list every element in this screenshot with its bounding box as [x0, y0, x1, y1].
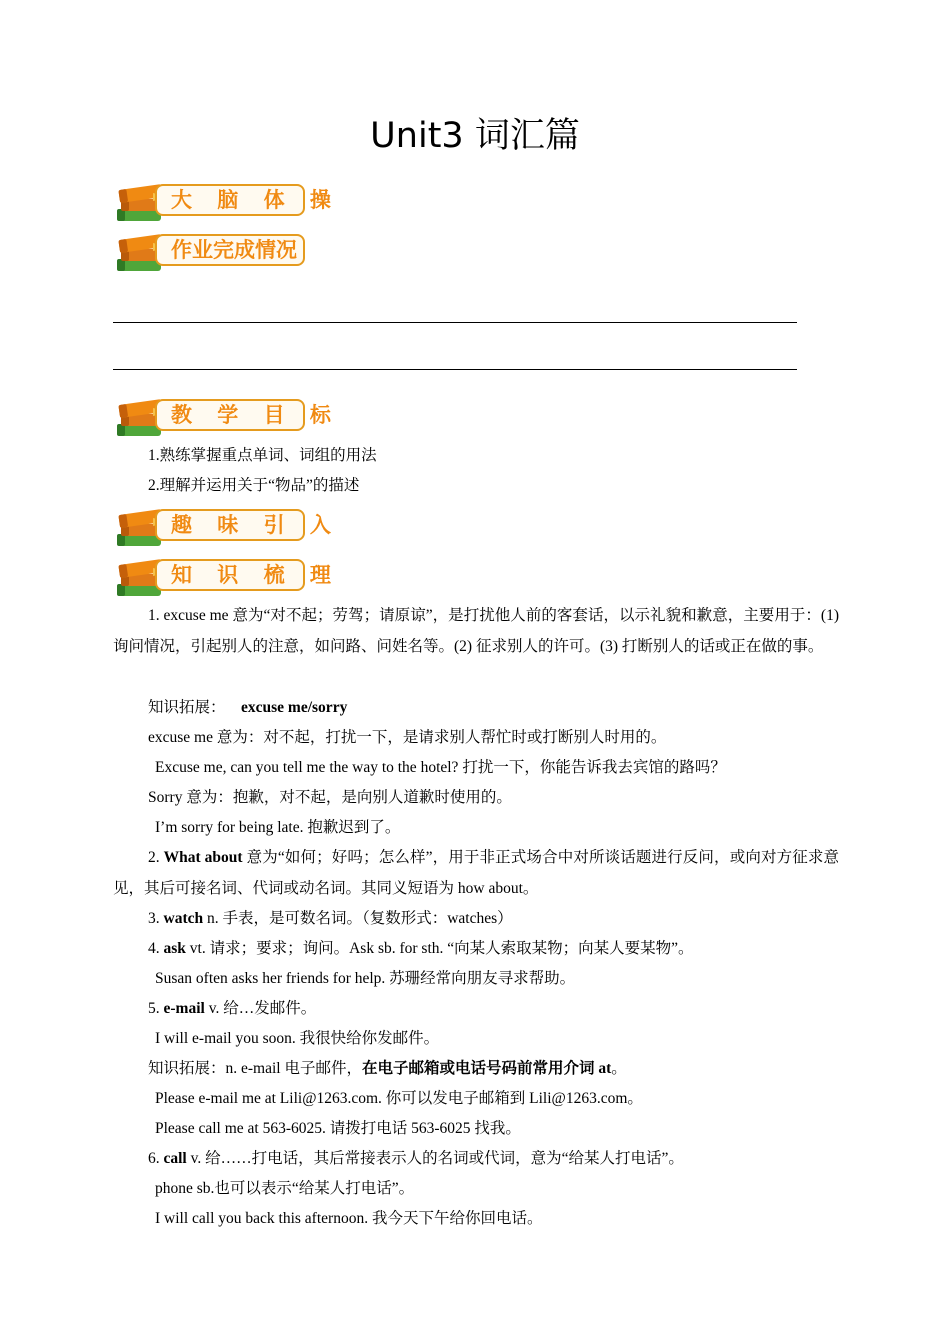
banner-label: 大 脑 体 操 [171, 188, 340, 212]
extension-bold: 在电子邮箱或电话号码前常用介词 at [361, 1060, 612, 1077]
goal-item-1: 1.熟练掌握重点单词、词组的用法 [148, 447, 377, 464]
call-example: Please call me at 563-6025. 请拨打电话 563-6025 找我。 [155, 1120, 521, 1137]
excuse-me-example: Excuse me, can you tell me the way to the hotel? 打扰一下，你能告诉我去宾馆的路吗？ [155, 759, 726, 776]
knowledge-extension-1 [148, 693, 347, 723]
goal-item-2: 2.理解并运用关于“物品”的描述 [148, 477, 360, 494]
email-example: Please e-mail me at Lili@1263.com. 你可以发电子邮箱到 Lili@1263.com。 [155, 1090, 643, 1107]
banner-goals [113, 394, 340, 442]
point-4-example: Susan often asks her friends for help. 苏珊经常向朋友寻求帮助。 [155, 970, 576, 987]
point-text: vt. 请求；要求；询问。Ask sb. for sth. “向某人索取某物；向某人要某物”。 [185, 940, 694, 957]
extension-text: 知识拓展：n. e-mail 电子邮件， [148, 1060, 362, 1077]
point-term: ask [163, 940, 186, 957]
sorry-example: I’m sorry for being late. 抱歉迟到了。 [155, 819, 401, 836]
point-term: watch [163, 910, 204, 927]
extension-term: excuse me/sorry [241, 699, 348, 716]
banner-label: 教 学 目 标 [171, 403, 340, 427]
point-term: e-mail [163, 1000, 205, 1017]
banner-label: 知 识 梳 理 [171, 563, 340, 587]
point-4 [148, 934, 694, 964]
banner-brain-exercise [113, 179, 340, 227]
point-text: 意为“如何；好吗；怎么样”，用于非正式场合中对所谈话题进行反问，或向对方征求意见，其后可接名词、代词或动名词。其同义短语为 how about。 [113, 849, 840, 897]
point-6-example: I will call you back this afternoon. 我今天下午给你回电话。 [155, 1210, 543, 1227]
point-5-example: I will e-mail you soon. 我很快给你发邮件。 [155, 1030, 440, 1047]
point-text: v. 给…发邮件。 [204, 1000, 317, 1017]
answer-line [113, 369, 797, 370]
point-number: 2. [148, 849, 164, 866]
point-2-paragraph [113, 843, 839, 904]
sorry-definition: Sorry 意为：抱歉，对不起，是向别人道歉时使用的。 [148, 789, 512, 806]
point-number: 4. [148, 940, 164, 957]
banner-knowledge [113, 554, 340, 602]
point-1-paragraph: 1. excuse me 意为“对不起；劳驾；请原谅”，是打扰他人前的客套话，以示礼貌和歉意，主要用于：(1) 询问情况，引起别人的注意，如问路、问姓名等。(2) 征求别人的许可。(3) 打断别人的话或正在做的事。 [113, 607, 839, 655]
banner-intro [113, 504, 340, 552]
point-6 [148, 1144, 684, 1174]
point-text: n. 手表，是可数名词。（复数形式：watches） [203, 910, 513, 927]
point-5 [148, 994, 316, 1024]
banner-homework [113, 229, 313, 277]
banner-label: 趣 味 引 入 [171, 513, 340, 537]
answer-line [113, 322, 797, 323]
point-number: 3. [148, 910, 164, 927]
excuse-me-definition: excuse me 意为：对不起，打扰一下，是请求别人帮忙时或打断别人时用的。 [148, 729, 667, 746]
phone-note: phone sb.也可以表示“给某人打电话”。 [155, 1180, 415, 1197]
extension-end: 。 [611, 1060, 627, 1077]
knowledge-extension-2 [148, 1054, 627, 1084]
point-term: call [163, 1150, 187, 1167]
point-term: What about [163, 849, 243, 866]
extension-label: 知识拓展： [148, 699, 226, 716]
point-3 [148, 904, 513, 934]
point-number: 5. [148, 1000, 164, 1017]
point-text: v. 给……打电话，其后常接表示人的名词或代词，意为“给某人打电话”。 [186, 1150, 684, 1167]
banner-label: 作业完成情况 [171, 238, 297, 262]
point-number: 6. [148, 1150, 164, 1167]
page-title: Unit3 词汇篇 [370, 116, 580, 156]
